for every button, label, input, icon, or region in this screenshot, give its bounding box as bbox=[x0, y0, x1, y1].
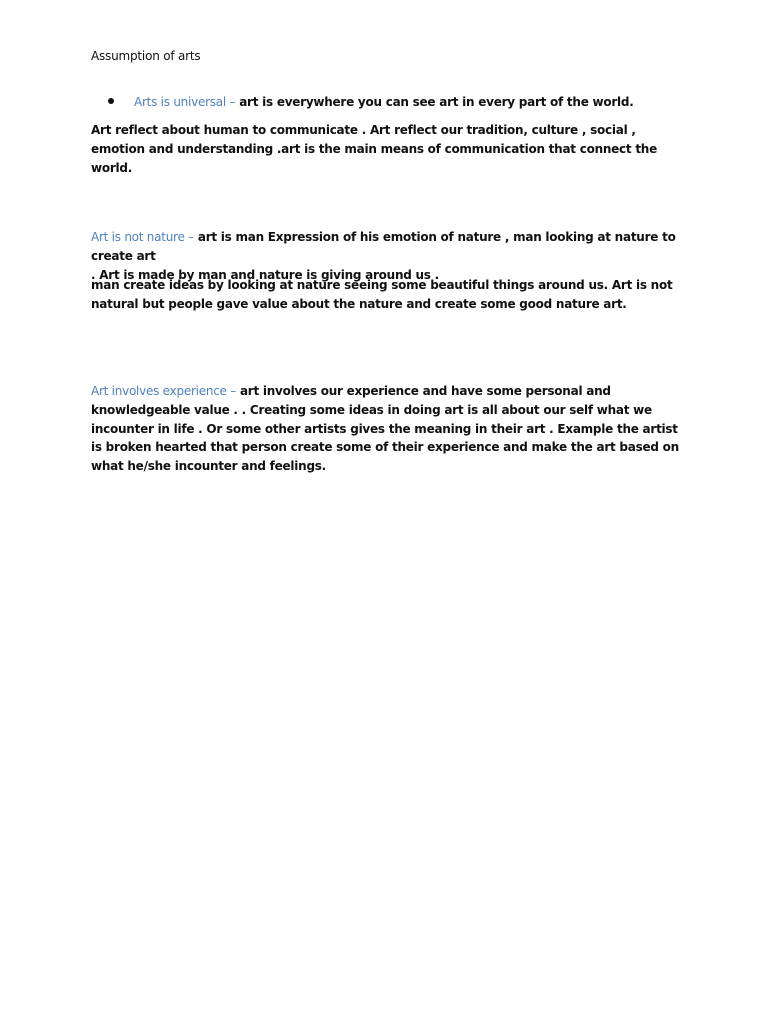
bullet-icon bbox=[108, 98, 114, 104]
bullet-item-universal bbox=[108, 93, 708, 111]
section-text-universal: art is everywhere you can see art in every part of the world. bbox=[235, 95, 634, 109]
section-heading-not-nature: Art is not nature – bbox=[91, 230, 194, 244]
section-text-experience: art involves our experience and have some personal and knowledgeable value . . Creating some ideas in doing art is all about our self what we incounter in life . Or some other artists gives the meaning in their art . Example the artist is broken hearted that person create some of their experience and make the art based on what he/she incounter and feelings. bbox=[91, 384, 679, 474]
section-text-not-nature-line1: art is man Expression of his emotion of nature , man looking at nature to create art bbox=[91, 230, 676, 263]
paragraph-experience bbox=[91, 382, 691, 476]
section-heading-experience: Art involves experience – bbox=[91, 384, 237, 398]
section-text-not-nature-line2: . Art is made by man and nature is giving around us . bbox=[91, 267, 439, 282]
document-title: Assumption of arts bbox=[91, 49, 201, 63]
paragraph-universal-body: Art reflect about human to communicate . Art reflect our tradition, culture , social , emotion and understanding .art is the main means of communication that connect the world. bbox=[91, 123, 657, 175]
paragraph-not-nature-body: man create ideas by looking at nature seeing some beautiful things around us. Art is not natural but people gave value about the nature and create some good nature art. bbox=[91, 278, 673, 311]
section-heading-universal: Arts is universal – bbox=[134, 95, 236, 109]
